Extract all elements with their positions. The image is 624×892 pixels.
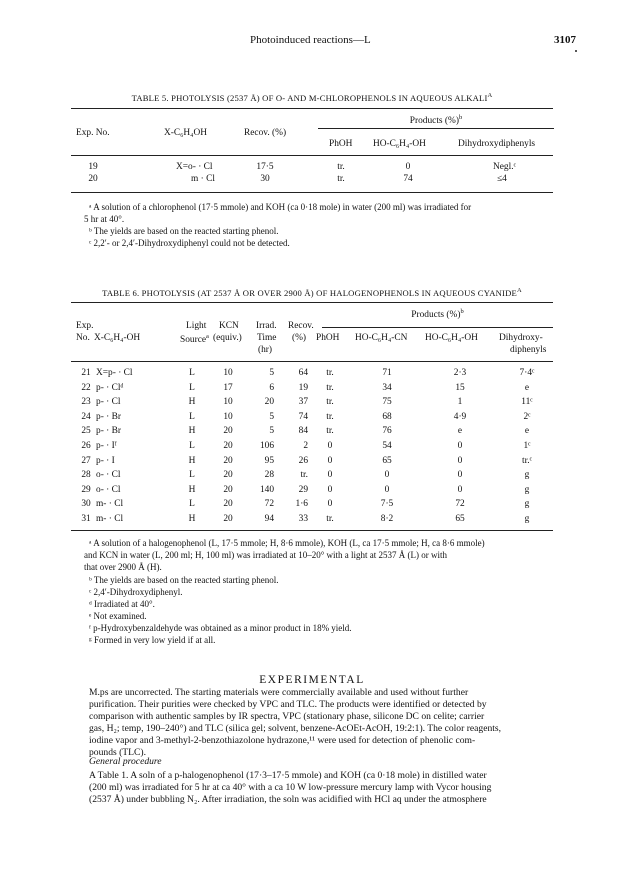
t5-header-phoh: PhOH bbox=[329, 139, 353, 149]
t6-cell-time: 95 bbox=[264, 455, 274, 466]
t6-cell-phoh: tr. bbox=[326, 411, 334, 422]
t6-header-source bbox=[180, 333, 209, 345]
t6-cell-phoh: tr. bbox=[326, 514, 334, 524]
t5-footnote: ᶜ 2,2′- or 2,4′-Dihydroxydiphenyl could not be detected. bbox=[89, 238, 290, 248]
t6-cell-kcn: 10 bbox=[223, 397, 233, 408]
t5-products-text: Products (%) bbox=[409, 116, 459, 126]
t6-cell-phoh: tr. bbox=[326, 397, 334, 408]
t6-cell-hooh: 65 bbox=[455, 514, 465, 524]
t6-header-dihydroxy: Dihydroxy- bbox=[499, 333, 543, 343]
t6-cell-light: H bbox=[188, 514, 196, 524]
t6-header-phoh: PhOH bbox=[316, 333, 340, 343]
t5-cell-dihydroxy: Negl.ᶜ bbox=[493, 162, 516, 172]
t6-cell-kcn: 17 bbox=[223, 382, 233, 393]
t6-cell-phoh: tr. bbox=[326, 368, 334, 378]
t6-cell-recov: 2 bbox=[303, 441, 308, 451]
t6-header-diphenyls: diphenyls bbox=[510, 345, 547, 355]
t6-footnote: ᶠ p-Hydroxybenzaldehyde was obtained as a minor product in 18% yield. bbox=[89, 623, 352, 633]
t6-cell-hocn: 54 bbox=[382, 441, 392, 451]
t6-cell-time: 20 bbox=[264, 397, 274, 408]
t6-cell-hocn: 34 bbox=[382, 382, 392, 393]
t5-header-exp: Exp. No. bbox=[76, 128, 110, 138]
paragraph-line: gas, H₂; temp, 190–240°) and TLC (silica gel; solvent, benzene-AcOEt-AcOH, 19:2:1). The color reagents, bbox=[89, 723, 502, 735]
t6-cell-recov: 19 bbox=[298, 382, 308, 393]
t6-cell-dihydroxy: 11ᶜ bbox=[521, 397, 533, 408]
table6-caption-mark: A bbox=[516, 287, 522, 294]
t6-cell-hooh: 0 bbox=[457, 484, 463, 495]
t6-cell-x: X=p- · Cl bbox=[96, 368, 133, 378]
paragraph-line: M.ps are uncorrected. The starting materials were commercially available and used without further bbox=[89, 687, 469, 698]
table5-bottom-rule bbox=[71, 192, 553, 193]
t5-footnote: 5 hr at 40°. bbox=[84, 214, 125, 224]
t6-cell-time: 72 bbox=[264, 499, 274, 510]
table5-caption bbox=[0, 92, 624, 103]
t6-cell-light: L bbox=[189, 368, 195, 378]
t6-cell-hooh: 2·3 bbox=[453, 368, 467, 378]
t6-cell-hocn: 0 bbox=[384, 470, 390, 481]
t5-cell-dihydroxy: ≤4 bbox=[497, 174, 507, 184]
experimental-heading: EXPERIMENTAL bbox=[259, 674, 365, 686]
t6-cell-hocn: 0 bbox=[384, 484, 390, 495]
t6-cell-hooh: 15 bbox=[455, 382, 465, 393]
t6-cell-recov: 33 bbox=[298, 514, 308, 524]
t6-cell-hooh: 0 bbox=[457, 470, 463, 481]
t6-cell-exp: 30 bbox=[81, 499, 91, 510]
table6-caption-text: TABLE 6. PHOTOLYSIS (AT 2537 Å OR OVER 2900 Å) OF HALOGENOPHENOLS IN AQUEOUS CYANIDE bbox=[102, 288, 517, 298]
paragraph-line: pounds (TLC). bbox=[89, 747, 147, 759]
table6-caption bbox=[0, 287, 624, 298]
t6-header-time: Time bbox=[257, 333, 277, 343]
t5-cell-exp: 19 bbox=[88, 162, 98, 172]
t6-cell-dihydroxy: e bbox=[524, 426, 530, 437]
paragraph-line: purification. Their purities were checked by VPC and TLC. The products were identified or detected by bbox=[89, 699, 487, 711]
t6-cell-hooh: 4·9 bbox=[453, 411, 467, 422]
t6-header-hooh: HO-C₆H₄-OH bbox=[425, 333, 478, 343]
t6-cell-exp: 31 bbox=[81, 514, 91, 524]
t6-cell-time: 94 bbox=[264, 514, 274, 524]
t6-cell-phoh: 0 bbox=[327, 441, 333, 451]
t6-cell-dihydroxy: 1ᶜ bbox=[523, 441, 531, 451]
t6-cell-recov: 74 bbox=[298, 411, 308, 422]
t5-header-products bbox=[318, 114, 554, 126]
t6-cell-exp: 27 bbox=[81, 455, 91, 466]
t6-cell-kcn: 20 bbox=[223, 426, 233, 437]
stray-dot bbox=[575, 50, 577, 52]
t6-cell-x: p- · Br bbox=[96, 426, 121, 437]
t6-cell-recov: 84 bbox=[298, 426, 308, 437]
t6-cell-phoh: tr. bbox=[326, 426, 334, 437]
t6-cell-light: H bbox=[188, 397, 196, 408]
t6-cell-phoh: 0 bbox=[327, 499, 333, 510]
t6-footnote: ᵃ A solution of a halogenophenol (L, 17·5 mmole; H, 8·6 mmole), KOH (L, ca 17·5 mmole; H, ca 8·6 mmole) bbox=[89, 538, 485, 548]
t6-footnote: that over 2900 Å (H). bbox=[84, 562, 162, 572]
t6-cell-phoh: 0 bbox=[327, 484, 333, 495]
t6-source-text: Source bbox=[180, 335, 207, 345]
t6-header-hocn: HO-C₆H₄-CN bbox=[355, 333, 408, 343]
t6-cell-time: 140 bbox=[259, 484, 274, 495]
t6-cell-hocn: 7·5 bbox=[380, 499, 394, 510]
t6-cell-dihydroxy: g bbox=[524, 484, 530, 495]
t6-header-equiv: (equiv.) bbox=[213, 333, 242, 343]
t6-footnote: ᵈ Irradiated at 40°. bbox=[89, 599, 155, 609]
t6-cell-hooh: 72 bbox=[455, 499, 465, 510]
t6-source-mark: a bbox=[206, 333, 209, 340]
paragraph-line: A Table 1. A soln of a p-halogenophenol (17·3–17·5 mmole) and KOH (ca 0·18 mole) in distilled water bbox=[89, 770, 487, 781]
t6-cell-recov: 37 bbox=[298, 397, 308, 408]
table5-top-rule bbox=[71, 108, 553, 109]
t6-cell-dihydroxy: tr.ᶜ bbox=[522, 455, 532, 466]
t6-cell-x: p- · Br bbox=[96, 411, 121, 422]
t6-cell-recov: 26 bbox=[298, 455, 308, 466]
t5-footnote: ᵃ A solution of a chlorophenol (17·5 mmole) and KOH (ca 0·18 mole) in water (200 ml) was irradiated for bbox=[89, 202, 472, 212]
t6-header-kcn: KCN bbox=[219, 321, 239, 331]
t5-footnote: ᵇ The yields are based on the reacted starting phenol. bbox=[89, 226, 279, 236]
t6-cell-time: 28 bbox=[264, 470, 274, 481]
t6-cell-x: p- · I bbox=[96, 455, 115, 466]
t6-cell-time: 5 bbox=[269, 426, 274, 437]
t6-cell-recov: 29 bbox=[298, 484, 308, 495]
t6-cell-dihydroxy: g bbox=[524, 514, 530, 524]
t6-cell-dihydroxy: g bbox=[524, 470, 530, 481]
t6-footnote: ᵉ Not examined. bbox=[89, 611, 147, 621]
t6-cell-x: m- · Cl bbox=[96, 499, 124, 510]
t6-products-text: Products (%) bbox=[411, 310, 461, 320]
t6-cell-exp: 29 bbox=[81, 484, 91, 495]
paragraph-line: (2537 Å) under bubbling N₂. After irradiation, the soln was acidified with HCl aq under the atmosphere bbox=[89, 794, 487, 806]
table6-top-rule bbox=[71, 302, 553, 303]
t5-header-compound: X-C₆H₄OH bbox=[164, 128, 207, 138]
t5-products-mark: b bbox=[458, 114, 463, 121]
t6-cell-light: L bbox=[189, 499, 195, 510]
t6-cell-hooh: 1 bbox=[457, 397, 463, 408]
t6-cell-light: H bbox=[188, 484, 196, 495]
t6-footnote: and KCN in water (L, 200 ml; H, 100 ml) was irradiated at 10–20° with a light at 2537 Å (L) or with bbox=[84, 550, 448, 560]
t6-header-irrad: Irrad. bbox=[256, 321, 277, 331]
t6-cell-exp: 21 bbox=[81, 368, 91, 378]
t6-cell-x: p- · Iᶠ bbox=[96, 441, 117, 451]
t5-header-recov: Recov. (%) bbox=[244, 128, 287, 138]
t6-header-recov-pct: (%) bbox=[292, 333, 307, 343]
t6-cell-hocn: 75 bbox=[382, 397, 392, 408]
t6-cell-time: 106 bbox=[259, 441, 274, 451]
t6-cell-hocn: 65 bbox=[382, 455, 392, 466]
t6-header-recov: Recov. bbox=[288, 321, 314, 331]
paragraph-line: comparison with authentic samples by IR spectra, VPC (stationary phase, silicone DC on celite; carrier bbox=[89, 711, 485, 723]
t6-cell-kcn: 20 bbox=[223, 470, 233, 481]
page-number: 3107 bbox=[554, 34, 576, 46]
t6-cell-recov: 1·6 bbox=[295, 499, 308, 510]
table6-bottom-rule bbox=[71, 530, 553, 531]
t6-cell-x: m- · Cl bbox=[96, 514, 124, 524]
t6-cell-recov: tr. bbox=[300, 470, 308, 481]
t6-cell-x: o- · Cl bbox=[96, 484, 121, 495]
t5-cell-x: X=o- · Cl bbox=[176, 162, 213, 172]
t6-cell-exp: 28 bbox=[81, 470, 91, 481]
t6-cell-dihydroxy: g bbox=[524, 499, 530, 510]
t6-cell-time: 6 bbox=[269, 382, 274, 393]
t6-cell-exp: 26 bbox=[81, 441, 91, 451]
table5-caption-text: TABLE 5. PHOTOLYSIS (2537 Å) OF O- AND M-CHLOROPHENOLS IN AQUEOUS ALKALI bbox=[131, 93, 488, 103]
t6-header-hr: (hr) bbox=[258, 345, 273, 355]
table5-caption-mark: A bbox=[487, 92, 493, 99]
t6-cell-dihydroxy: 7·4ᶜ bbox=[519, 368, 535, 378]
t6-cell-kcn: 20 bbox=[223, 455, 233, 466]
t6-footnote: ᶜ 2,4′-Dihydroxydiphenyl. bbox=[89, 587, 183, 597]
t6-cell-kcn: 10 bbox=[223, 411, 233, 422]
t6-cell-kcn: 20 bbox=[223, 514, 233, 524]
t6-cell-dihydroxy: 2ᶜ bbox=[523, 411, 531, 422]
t6-cell-light: L bbox=[189, 382, 195, 393]
running-title: Photoinduced reactions—L bbox=[250, 34, 371, 46]
general-procedure-paragraph bbox=[89, 770, 559, 806]
t6-header-compound: X-C₆H₄-OH bbox=[94, 333, 141, 343]
paragraph-line: (200 ml) was irradiated for 5 hr at ca 40° with a ca 10 W low-pressure mercury lamp with Vycor housing bbox=[89, 782, 492, 794]
t6-cell-x: p- · Clᵈ bbox=[96, 382, 124, 393]
t5-cell-recov: 17·5 bbox=[256, 162, 274, 172]
t6-cell-exp: 23 bbox=[81, 397, 91, 408]
t5-cell-x: m · Cl bbox=[191, 174, 215, 184]
t6-cell-hocn: 68 bbox=[382, 411, 392, 422]
t5-header-hooh: HO-C₆H₄-OH bbox=[373, 139, 426, 149]
t6-cell-kcn: 20 bbox=[223, 499, 233, 510]
t6-cell-phoh: tr. bbox=[326, 382, 334, 393]
t6-products-rule bbox=[322, 327, 553, 328]
t6-cell-hooh: e bbox=[457, 426, 463, 437]
t6-products-mark: b bbox=[460, 308, 464, 315]
t6-cell-hocn: 71 bbox=[382, 368, 392, 378]
t5-cell-exp: 20 bbox=[88, 174, 98, 184]
t6-cell-exp: 22 bbox=[81, 382, 91, 393]
t5-cell-recov: 30 bbox=[260, 174, 270, 184]
t6-header-products bbox=[322, 308, 553, 320]
t6-cell-x: o- · Cl bbox=[96, 470, 121, 481]
t6-cell-recov: 64 bbox=[298, 368, 308, 378]
t6-cell-kcn: 20 bbox=[223, 441, 233, 451]
t6-cell-dihydroxy: e bbox=[524, 382, 530, 393]
t6-footnote: ᵍ Formed in very low yield if at all. bbox=[89, 635, 216, 645]
t5-cell-phoh: tr. bbox=[337, 162, 345, 172]
t6-header-exp: Exp. bbox=[76, 321, 94, 331]
t6-cell-time: 5 bbox=[269, 368, 274, 378]
t6-cell-x: p- · Cl bbox=[96, 397, 121, 408]
t6-cell-kcn: 20 bbox=[223, 484, 233, 495]
t6-cell-phoh: 0 bbox=[327, 470, 333, 481]
t5-header-dihydroxy: Dihydroxydiphenyls bbox=[458, 139, 536, 149]
t6-cell-light: L bbox=[189, 441, 195, 451]
t6-cell-hooh: 0 bbox=[457, 455, 463, 466]
table6-mid-rule bbox=[71, 361, 553, 362]
t6-cell-light: L bbox=[189, 470, 195, 481]
t5-cell-hooh: 74 bbox=[403, 174, 413, 184]
t5-cell-phoh: tr. bbox=[337, 174, 345, 184]
t6-cell-time: 5 bbox=[269, 411, 274, 422]
t6-cell-exp: 25 bbox=[81, 426, 91, 437]
experimental-paragraph bbox=[89, 687, 559, 760]
t6-cell-light: H bbox=[188, 455, 196, 466]
t6-header-light: Light bbox=[186, 321, 207, 331]
t6-cell-phoh: 0 bbox=[327, 455, 333, 466]
t6-cell-exp: 24 bbox=[81, 411, 91, 422]
t6-footnote: ᵇ The yields are based on the reacted starting phenol. bbox=[89, 575, 279, 585]
t6-header-no: No. bbox=[76, 333, 90, 343]
t6-cell-light: H bbox=[188, 426, 196, 437]
table5-mid-rule bbox=[71, 155, 553, 156]
t5-cell-hooh: 0 bbox=[405, 162, 411, 172]
t6-cell-light: L bbox=[189, 411, 195, 422]
t6-cell-kcn: 10 bbox=[223, 368, 233, 378]
general-procedure-heading: General procedure bbox=[89, 756, 162, 767]
t6-cell-hocn: 76 bbox=[382, 426, 392, 437]
t6-cell-hocn: 8·2 bbox=[380, 514, 394, 524]
t5-products-rule bbox=[318, 128, 554, 129]
paragraph-line: iodine vapor and 3-methyl-2-benzothiazolone hydrazone,¹¹ were used for detection of phenolic com- bbox=[89, 735, 476, 747]
t6-cell-hooh: 0 bbox=[457, 441, 463, 451]
